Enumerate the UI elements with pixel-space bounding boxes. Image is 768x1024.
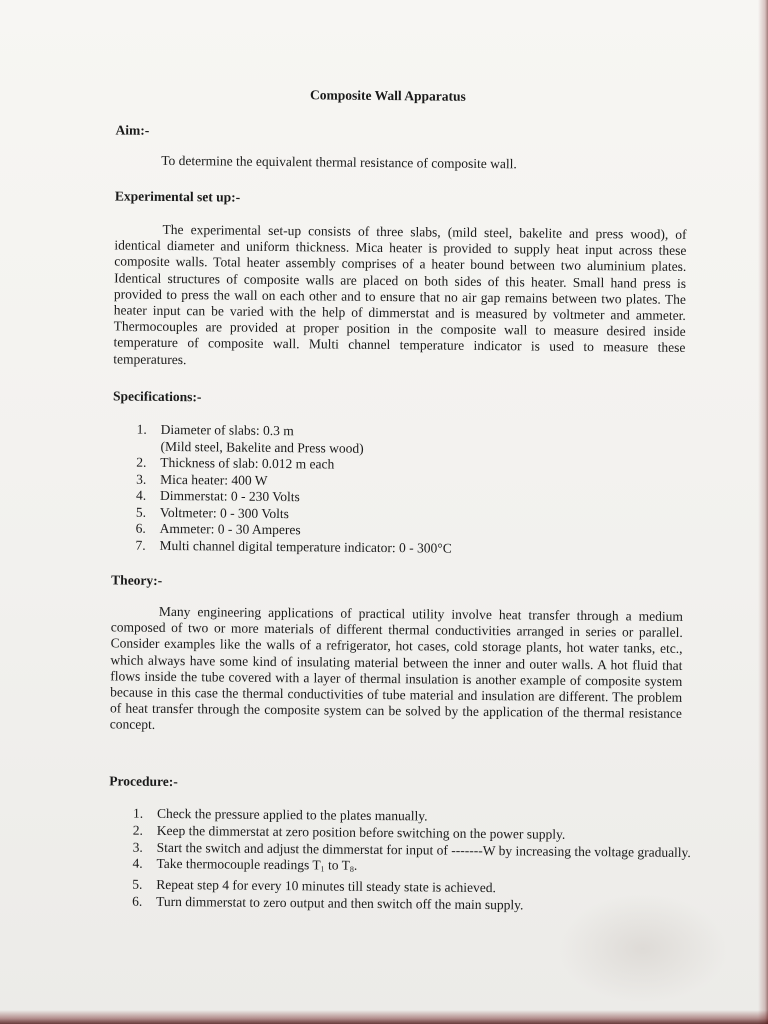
spec-item-text: Diameter of slabs: 0.3 m: [160, 421, 294, 439]
theory-paragraph: Many engineering applications of practical utility involve heat transfer through a medium composed of two or more materials of different thermal conductivities arranged in series or parallel. Consider examples like the walls of a refrigerator, hot cases, cold storage plants, hot water tanks, etc., which always have some kind of insulating material between the inner and outer walls. A hot fluid that flows inside the tube covered with a layer of thermal insulation is another example of composite system because in this case the thermal conductivities of tube material and insulation are different. The problem of heat transfer through the composite system can be solved by the application of the thermal resistance concept.: [109, 603, 683, 733]
procedure-item-text: Check the pressure applied to the plates manually.: [156, 805, 428, 824]
spec-item-text: Multi channel digital temperature indicator: 0 - 300°C: [159, 537, 452, 556]
spec-item-number: 6.: [135, 520, 146, 536]
spec-item-number: 3.: [136, 471, 147, 487]
specifications-list: [135, 421, 452, 557]
procedure-item-number: 6.: [132, 893, 143, 909]
spec-item-number: 4.: [135, 487, 147, 503]
theory-heading: Theory:-: [111, 572, 163, 588]
procedure-item-number: 5.: [132, 876, 143, 892]
subscript: 1: [320, 864, 325, 874]
procedure-item-text: .: [353, 858, 358, 874]
procedure-item-number: 3.: [132, 839, 143, 855]
procedure-item-text: Take thermocouple readings T: [156, 856, 321, 873]
procedure-item-number: 1.: [132, 805, 144, 821]
procedure-item-text: Keep the dimmerstat at zero position before switching on the power supply.: [156, 822, 566, 842]
procedure-item-text: Start the switch and adjust the dimmerstat for input of -------W by increasing the voltage gradually.: [156, 839, 691, 860]
spec-item-text: Dimmerstat: 0 - 230 Volts: [159, 487, 300, 505]
spec-item: [135, 537, 452, 556]
spec-item-number: 5.: [135, 504, 147, 520]
procedure-item-number: 4.: [132, 856, 143, 872]
subscript: 8: [349, 865, 354, 875]
procedure-item-text: Repeat step 4 for every 10 minutes till steady state is achieved.: [156, 877, 497, 896]
spec-item-text: Mica heater: 400 W: [160, 471, 268, 488]
procedure-item-text: to T: [324, 857, 350, 874]
aim-text: To determine the equivalent thermal resistance of composite wall.: [161, 152, 517, 172]
spec-item-number: 7.: [135, 537, 146, 553]
procedure-item-text: Turn dimmerstat to zero output and then switch off the main supply.: [156, 893, 524, 913]
aim-heading: Aim:-: [115, 122, 150, 138]
spec-item-number: 1.: [136, 421, 147, 437]
spec-item-text: Voltmeter: 0 - 300 Volts: [159, 504, 289, 521]
setup-heading: Experimental set up:-: [114, 188, 241, 205]
specifications-heading: Specifications:-: [112, 388, 202, 405]
spec-item-text: Ammeter: 0 - 30 Amperes: [159, 520, 301, 538]
procedure-item-number: 2.: [132, 822, 144, 838]
document-title: Composite Wall Apparatus: [309, 87, 466, 104]
setup-paragraph: The experimental set-up consists of three slabs, (mild steel, bakelite and press wood), of identical diameter and uniform thickness. Mica heater is provided to supply heat input across these composite walls. Total heater assembly comprises of a heater bound between two aluminium plates. Identical structures of composite walls are placed on both sides of this heater. Small hand press is provided to press the wall on each other and to ensure that no air gap remains between two plates. The heater input can be varied with the help of dimmerstat and is measured by voltmeter and ammeter. Thermocouples are provided at proper position in the composite wall to measure desired inside temperature of composite wall. Multi channel temperature indicator is used to measure these temperatures.: [113, 221, 687, 367]
spec-item-subtext: (Mild steel, Bakelite and Press wood): [160, 438, 364, 456]
spec-item: [136, 421, 453, 458]
procedure-list: [132, 805, 697, 916]
spec-item-text: Thickness of slab: 0.012 m each: [160, 454, 335, 472]
procedure-heading: Procedure:-: [109, 773, 178, 790]
spec-item-number: 2.: [136, 454, 147, 470]
